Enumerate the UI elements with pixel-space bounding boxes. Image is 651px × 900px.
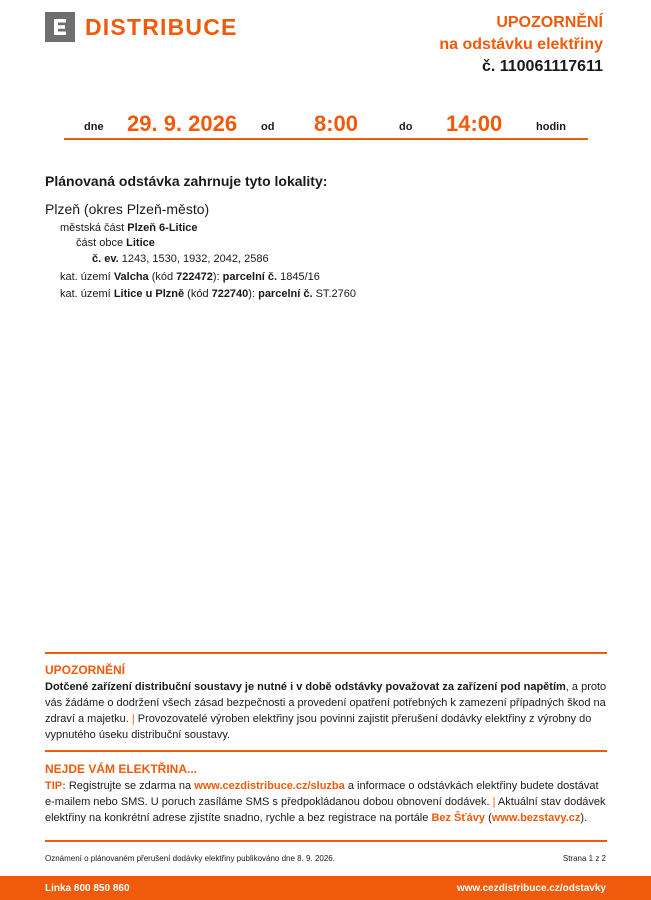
to-label: do bbox=[399, 121, 413, 133]
city-line bbox=[45, 201, 209, 217]
footer-bar bbox=[0, 876, 651, 900]
portal-name: Bez Šťávy bbox=[431, 812, 486, 824]
notice-number: č. 110061117611 bbox=[481, 58, 603, 75]
separator: | bbox=[131, 713, 135, 725]
urban-part-line bbox=[60, 222, 198, 234]
warning-text bbox=[45, 679, 607, 743]
outages-website-link[interactable]: www.cezdistribuce.cz/odstavky bbox=[456, 883, 606, 894]
parcel-label: parcelní č. bbox=[258, 288, 313, 300]
portal-link[interactable]: www.bezstavy.cz bbox=[491, 812, 581, 824]
cadastre-code-close: ): bbox=[212, 271, 220, 283]
outage-schedule bbox=[64, 108, 588, 140]
warning-text-part1: , a proto vás žádáme o dodržení všech zásad bezpečnosti a provedení opatření potřebných k zamezení případných škod na zdraví a majetku. bbox=[45, 681, 607, 725]
cez-e-logo-icon bbox=[45, 12, 75, 42]
parcel-number: ST.2760 bbox=[315, 288, 356, 300]
from-label: od bbox=[261, 121, 275, 133]
cadastre-line bbox=[60, 288, 356, 300]
parcel-label: parcelní č. bbox=[222, 271, 278, 283]
hotline[interactable]: Linka 800 850 860 bbox=[45, 883, 130, 894]
brand-logo bbox=[45, 12, 238, 42]
warning-bold-text: Dotčené zařízení distribuční soustavy je nutné i v době odstávky považovat za zařízení pod napětím bbox=[45, 681, 566, 693]
parcel-number: 1845/16 bbox=[280, 271, 320, 283]
city-district: (okres Plzeň-město) bbox=[83, 201, 210, 217]
municipality-part-line bbox=[76, 237, 155, 249]
cadastre-code-open: (kód bbox=[187, 288, 209, 300]
outage-date: 29. 9. 2026 bbox=[127, 111, 238, 136]
notice-title-line2: na odstávku elektřiny bbox=[439, 36, 603, 53]
notice-title bbox=[439, 12, 603, 78]
day-label: dne bbox=[84, 121, 104, 133]
municipality-part-name: Litice bbox=[126, 237, 155, 249]
page-number: Strana 1 z 2 bbox=[562, 854, 606, 863]
divider bbox=[45, 750, 607, 752]
house-numbers: 1243, 1530, 1932, 2042, 2586 bbox=[121, 253, 269, 265]
outage-info-text bbox=[45, 778, 607, 826]
tip-text-part3: Aktuální stav dodávek elektřiny na konkrétní adrese zjistíte snadno, rychle a bez registrace na portále bbox=[45, 796, 606, 824]
cadastre-name: Litice u Plzně bbox=[113, 288, 185, 300]
house-numbers-label: č. ev. bbox=[92, 253, 119, 265]
hours-label: hodin bbox=[536, 121, 566, 133]
house-numbers-line bbox=[92, 253, 269, 265]
from-time: 8:00 bbox=[314, 111, 359, 136]
divider bbox=[45, 840, 607, 842]
tip-text-part2: a informace o odstávkách elektřiny budete dostávat e-mailem nebo SMS. U poruch zasíláme SMS s předpokládanou dobou obnovení dodávek. bbox=[45, 780, 599, 808]
cadastre-code-close: ): bbox=[248, 288, 256, 300]
localities-heading: Plánovaná odstávka zahrnuje tyto lokality: bbox=[45, 173, 328, 189]
city-name: Plzeň bbox=[45, 201, 81, 217]
cadastre-prefix: kat. území bbox=[60, 271, 111, 283]
urban-part-name: Plzeň 6-Litice bbox=[127, 222, 198, 234]
publication-note: Oznámení o plánovaném přerušení dodávky elektřiny publikováno dne 8. 9. 2026. bbox=[45, 854, 335, 863]
separator: | bbox=[492, 796, 496, 808]
registration-link[interactable]: www.cezdistribuce.cz/sluzba bbox=[194, 780, 345, 792]
warning-text-part2: Provozovatelé výroben elektřiny jsou povinni zajistit přerušení dodávky elektřiny z výrobny do vypnutého úseku distribuční soustavy. bbox=[45, 713, 592, 741]
warning-heading: UPOZORNĚNÍ bbox=[45, 663, 126, 677]
brand-name: DISTRIBUCE bbox=[85, 14, 238, 40]
cadastre-prefix: kat. území bbox=[60, 288, 111, 300]
divider bbox=[45, 652, 607, 654]
cadastre-code: 722472 bbox=[176, 271, 213, 283]
cadastre-name: Valcha bbox=[113, 271, 149, 283]
tip-text-part1: Registrujte se zdarma na bbox=[68, 780, 192, 792]
municipality-part-label: část obce bbox=[76, 237, 124, 249]
cadastre-line bbox=[60, 271, 320, 283]
cadastre-code-open: (kód bbox=[151, 271, 174, 283]
portal-close: ). bbox=[580, 812, 588, 824]
outage-info-heading: NEJDE VÁM ELEKTŘINA... bbox=[45, 762, 198, 776]
to-time: 14:00 bbox=[446, 111, 503, 136]
portal-open: ( bbox=[488, 812, 492, 824]
notice-title-line1: UPOZORNĚNÍ bbox=[496, 14, 603, 31]
tip-label: TIP: bbox=[45, 780, 66, 792]
urban-part-label: městská část bbox=[60, 222, 125, 234]
cadastre-code: 722740 bbox=[211, 288, 249, 300]
